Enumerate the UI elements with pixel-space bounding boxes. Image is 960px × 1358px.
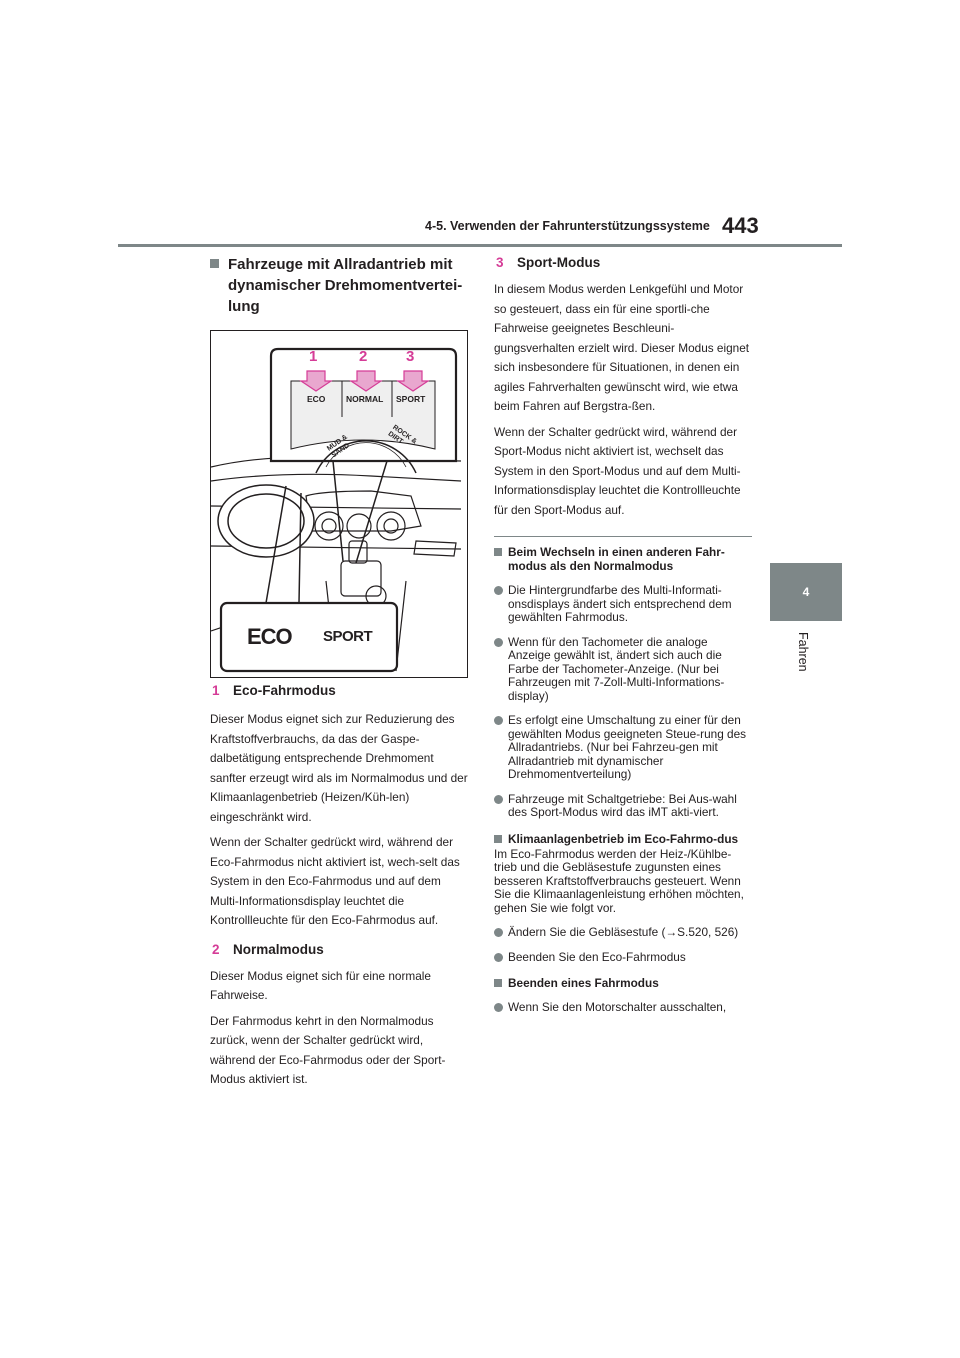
callout-1: 1 — [309, 348, 318, 365]
chapter-label: Fahren — [796, 632, 810, 672]
normal-button[interactable]: NORMAL — [346, 394, 384, 404]
square-bullet-icon — [210, 259, 219, 268]
round-bullet-icon — [494, 1003, 503, 1012]
list-item: Die Hintergrundfarbe des Multi-Informati-onsdisplays ändert sich entsprechend dem gewählten Fahrmodus. — [494, 584, 752, 625]
item-1-text: Dieser Modus eignet sich zur Reduzierung des Kraftstoffverbrauchs, da das der Gaspe-dalbetätigung entsprechende Drehmoment sanfter erzeugt wird als im Normalmodus und der Klimaanlagenbetrieb (Heizen/Küh-len) eingeschränkt wird. — [210, 712, 468, 824]
item-1-text-2: Wenn der Schalter gedrückt wird, während der Eco-Fahrmodus nicht aktiviert ist, wech-selt das System in den Eco-Fahrmodus und auf dem Multi-Informationsdisplay leuchtet die Kontrollleuchte für den Eco-Fahrmodus auf. — [210, 835, 460, 927]
item-3-text: In diesem Modus werden Lenkgefühl und Motor so gesteuert, dass ein für eine sportli-che Fahrweise geeignetes Beschleuni-gungsverhalten erzielt wird. Dieser Modus eignet sich insbesondere für Situationen, in denen ein agiles Fahrverhalten gewünscht wird, wie etwa beim Fahren auf Bergstra-ßen. — [494, 282, 750, 413]
sport-button[interactable]: SPORT — [396, 394, 426, 404]
drive-mode-illustration — [210, 330, 468, 678]
display-sport-indicator: SPORT — [323, 628, 373, 645]
item-3-text-2: Wenn der Schalter gedrückt wird, während der Sport-Modus nicht aktiviert ist, wechselt das System in den Sport-Modus und auf dem Multi-Informationsdisplay leuchtet die Kontrollleuchte für den Sport-Modus auf. — [494, 424, 741, 517]
list-item: Wenn für den Tachometer die analoge Anzeige gewählt ist, ändert sich auch die Farbe der Tachometer-Anzeige. (Nur bei Fahrzeugen mit 7-Zoll-Multi-Informations-display) — [494, 636, 752, 704]
list-item: Wenn Sie den Motorschalter ausschalten, — [494, 1001, 752, 1015]
switch-mode-heading: Beim Wechseln in einen anderen Fahr-modus als den Normalmodus — [494, 545, 752, 573]
square-bullet-icon — [494, 835, 502, 843]
callout-3: 3 — [406, 348, 415, 365]
mud-sand-label: MUD & SAND — [326, 433, 351, 460]
header-rule — [118, 244, 842, 247]
running-header: 4-5. Verwenden der Fahrunterstützungssysteme — [425, 219, 710, 233]
chapter-tab[interactable] — [770, 563, 842, 621]
round-bullet-icon — [494, 716, 503, 725]
rock-dirt-label: ROCK & DIRT — [386, 423, 418, 446]
callout-2: 2 — [359, 348, 368, 365]
square-bullet-icon — [494, 548, 502, 556]
callout-arrows — [301, 371, 428, 391]
list-item: Beenden Sie den Eco-Fahrmodus — [494, 951, 752, 965]
item-2-text-2: Der Fahrmodus kehrt in den Normalmodus zurück, wenn der Schalter gedrückt wird, während der Eco-Fahrmodus oder der Sport-Modus aktiviert ist. — [210, 1013, 446, 1086]
left-column — [210, 254, 470, 1090]
climate-heading: Klimaanlagenbetrieb im Eco-Fahrmo-dus — [494, 832, 752, 846]
list-item: Ändern Sie die Gebläsestufe (→S.520, 526) — [494, 926, 752, 940]
page-number: 443 — [722, 213, 759, 238]
chapter-tab-number: 4 — [802, 585, 810, 599]
end-mode-heading: Beenden eines Fahrmodus — [494, 976, 752, 990]
climate-text: Im Eco-Fahrmodus werden der Heiz-/Kühlbe-trieb und die Gebläsestufe zugunsten eines besseren Kraftstoffverbrauchs gesteuert. Wenn Sie die Klimaanlagenleistung erhöhen möchten, gehen Sie wie folgt vor. — [494, 846, 744, 915]
square-bullet-icon — [494, 979, 502, 987]
item-1-heading: 1 Eco-Fahrmodus — [212, 683, 336, 698]
list-item: Es erfolgt eine Umschaltung zu einer für den gewählten Modus geeigneten Steue-rung des Allradantriebs. (Nur bei Fahrzeu-gen mit Allradantrieb mit dynamischer Drehmomentverteilung) — [494, 714, 752, 782]
round-bullet-icon — [494, 586, 503, 595]
eco-button[interactable]: ECO — [307, 394, 326, 404]
display-eco-indicator: ECO — [247, 624, 292, 649]
section-heading: Fahrzeuge mit Allradantrieb mit dynamischer Drehmomentvertei-lung — [210, 254, 470, 317]
section-divider — [494, 536, 752, 537]
list-item: Fahrzeuge mit Schaltgetriebe: Bei Aus-wahl des Sport-Modus wird das iMT akti-viert. — [494, 793, 752, 820]
item-2-text: Dieser Modus eignet sich für eine normale Fahrweise. — [210, 968, 431, 1002]
right-column — [494, 254, 752, 1015]
item-2-heading: 2 Normalmodus — [212, 941, 324, 957]
item-3-heading: 3 Sport-Modus — [496, 255, 601, 270]
round-bullet-icon — [494, 953, 503, 962]
round-bullet-icon — [494, 795, 503, 804]
round-bullet-icon — [494, 638, 503, 647]
round-bullet-icon — [494, 928, 503, 937]
